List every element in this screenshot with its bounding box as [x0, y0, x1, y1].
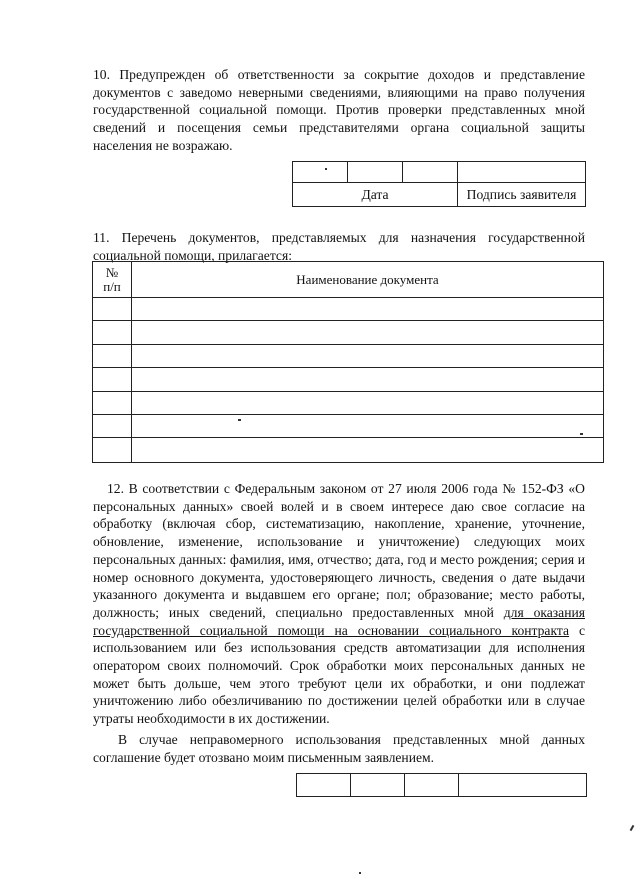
signature-label: Подпись заявителя	[458, 183, 586, 207]
row-name-cell[interactable]	[132, 345, 604, 368]
row-number-cell[interactable]	[93, 345, 132, 368]
row-number-cell[interactable]	[93, 438, 132, 463]
section-12-underlined: для оказания государственной социальной помощи на основании социального контракта	[93, 604, 585, 638]
withdrawal-text: В случае неправомерного использования представленных мной данных соглашение будет отозвано моим письменным заявлением.	[93, 732, 585, 765]
row-name-cell[interactable]	[132, 321, 604, 345]
date-cell-year[interactable]	[405, 774, 459, 797]
documents-table-header	[93, 262, 604, 298]
row-name-cell[interactable]	[132, 298, 604, 321]
date-cell-day[interactable]	[297, 774, 351, 797]
scan-speck	[238, 419, 241, 421]
table-row	[93, 345, 604, 368]
section-12-text	[93, 480, 585, 728]
row-number-cell[interactable]	[93, 321, 132, 345]
scan-speck	[359, 872, 361, 874]
scan-speck	[630, 825, 635, 831]
date-label: Дата	[293, 183, 458, 207]
table-row	[93, 321, 604, 345]
table-row	[93, 415, 604, 438]
row-name-cell[interactable]	[132, 438, 604, 463]
signature-cell[interactable]	[459, 774, 587, 797]
col-name-header: Наименование документа	[132, 262, 604, 298]
section-12-part2: с использованием или без использования средств автоматизации для исполнения оператором своих полномочий. Срок обработки моих персональных данных не может быть дольше, чем этого требуют цели их обработки, и они подлежат уничтожению либо обезличиванию по достижении целей обработки или в случае утраты необходимости в их достижении.	[93, 622, 585, 727]
table-row	[93, 298, 604, 321]
row-name-cell[interactable]	[132, 415, 604, 438]
documents-table	[92, 261, 604, 463]
date-cell-month[interactable]	[348, 162, 403, 183]
row-number-cell[interactable]	[93, 392, 132, 415]
signature-cell[interactable]	[458, 162, 586, 183]
table-row	[93, 438, 604, 463]
scan-speck	[325, 168, 327, 170]
col-number-bottom: п/п	[103, 278, 121, 294]
row-number-cell[interactable]	[93, 298, 132, 321]
signature-table-10	[292, 161, 586, 207]
row-name-cell[interactable]	[132, 392, 604, 415]
date-cell-year[interactable]	[403, 162, 458, 183]
row-name-cell[interactable]	[132, 368, 604, 392]
row-number-cell[interactable]	[93, 415, 132, 438]
date-cell-day[interactable]	[293, 162, 348, 183]
date-cell-month[interactable]	[351, 774, 405, 797]
table-row	[93, 392, 604, 415]
signature-table-12	[296, 773, 587, 797]
table-row	[93, 368, 604, 392]
section-12-part1: 12. В соответствии с Федеральным законом от 27 июля 2006 года № 152-ФЗ «О персональных данных» своей волей и в своем интересе даю свое согласие на обработку (включая сбор, систематизацию, накопление, хранение, уточнение, обновление, изменение, использование и уничтожение) следующих моих персональных данных: фамилия, имя, отчество; дата, год и место рождения; серия и номер основного документа, удостоверяющего личность, сведения о дате выдачи указанного документа и выдавшем его органе; пол; образование; место работы, должность; иных сведений, специально предоставленных мной	[93, 481, 585, 620]
row-number-cell[interactable]	[93, 368, 132, 392]
scan-speck	[580, 433, 583, 435]
section-11-text: 11. Перечень документов, представляемых для назначения государственной социальной помощи, прилагается:	[93, 230, 585, 263]
col-number-header	[93, 262, 132, 298]
section-10-text: 10. Предупрежден об ответственности за сокрытие доходов и представление документов с заведомо неверными сведениями, влияющими на право получения государственной социальной помощи. Против проверки представленных мной сведений и посещения семьи представителями органа социальной защиты населения не возражаю.	[93, 67, 585, 153]
col-number-top: №	[105, 264, 119, 280]
